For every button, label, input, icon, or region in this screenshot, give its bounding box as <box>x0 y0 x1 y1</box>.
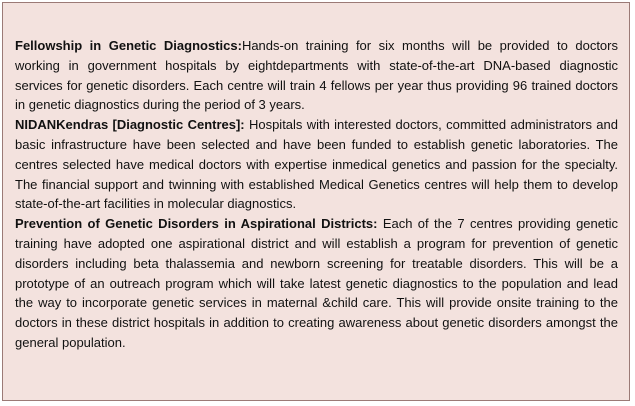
info-box <box>2 2 630 401</box>
prevention-heading: Prevention of Genetic Disorders in Aspirational Districts: <box>15 216 378 232</box>
fellowship-heading: Fellowship in Genetic Diagnostics: <box>15 38 242 53</box>
prevention-paragraph <box>15 214 618 353</box>
info-box-content <box>15 36 618 353</box>
nidan-kendras-paragraph <box>15 115 618 214</box>
fellowship-text: Hands-on training for six months will be provided to doctors working in government hospitals by eightdepartments with state-of-the-art DNA-based diagnostic services for genetic disorders. Each centre will train 4 fellows per year thus providing 96 trained doctors in genetic diagnostics during the period of 3 years. <box>15 38 618 113</box>
prevention-text: Each of the 7 centres providing genetic training have adopted one aspirational district and will establish a program for prevention of genetic disorders including beta thalassemia and newborn screening for treatable disorders. This will be a prototype of an outreach program which will take latest genetic diagnostics to the population and lead the way to incorporate genetic services in maternal &child care. This will provide onsite training to the doctors in these district hospitals in addition to creating awareness about genetic disorders amongst the general population. <box>15 216 618 350</box>
nidan-kendras-text: Hospitals with interested doctors, committed administrators and basic infrastructure have been selected and have been funded to establish genetic laboratories. The centres selected have medical doctors with expertise inmedical genetics and passion for the specialty. The financial support and twinning with established Medical Genetics centres will help them to develop state-of-the-art facilities in molecular diagnostics. <box>15 117 618 212</box>
nidan-kendras-heading: NIDANKendras [Diagnostic Centres]: <box>15 117 245 133</box>
fellowship-paragraph <box>15 36 618 115</box>
